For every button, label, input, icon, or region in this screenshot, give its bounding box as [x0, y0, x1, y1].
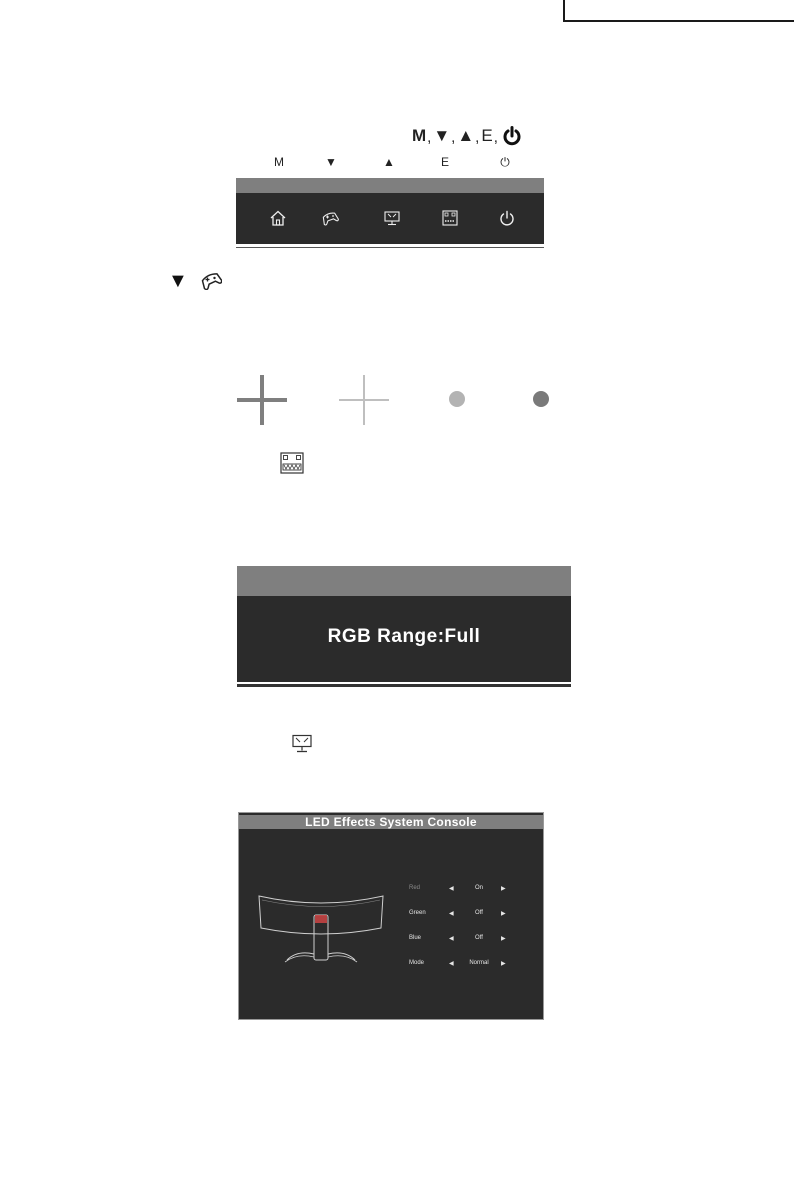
seq-up: ▲ — [457, 126, 475, 145]
key-label-down: ▼ — [325, 155, 337, 169]
led-effects-console — [238, 812, 544, 1020]
page-edge-mark — [563, 0, 565, 22]
page-edge-mark-h — [563, 20, 794, 22]
dot-dark-icon — [533, 391, 549, 407]
led-row-value: Off — [475, 935, 483, 941]
power-icon — [503, 126, 521, 146]
led-row-label: Green — [409, 910, 426, 916]
led-console-title: LED Effects System Console — [239, 815, 543, 829]
led-row-value: On — [474, 885, 483, 891]
right-arrow-icon[interactable]: ▶ — [501, 936, 506, 942]
rgb-range-header — [237, 566, 571, 596]
osd-bar-underline — [236, 247, 544, 248]
down-arrow-symbol: ▼ — [168, 270, 188, 292]
osd-button-bar — [236, 178, 544, 244]
gamepad-icon — [200, 270, 222, 290]
crosshair-light-icon — [339, 375, 389, 425]
led-row-red[interactable] — [409, 885, 519, 895]
rgb-range-icon[interactable] — [441, 209, 459, 227]
curved-monitor-illustration — [257, 888, 385, 968]
led-row-value: Off — [475, 910, 483, 916]
crosshair-dark-icon — [237, 375, 287, 425]
led-row-label: Red — [409, 885, 421, 891]
left-arrow-icon[interactable]: ◀ — [449, 911, 454, 917]
led-row-label: Mode — [409, 960, 425, 966]
led-row-value: Normal — [469, 960, 489, 966]
led-row-label: Blue — [409, 935, 422, 941]
led-row-blue[interactable] — [409, 935, 519, 945]
key-label-e: E — [440, 155, 449, 169]
right-arrow-icon[interactable]: ▶ — [501, 961, 506, 967]
rgb-range-icon — [280, 452, 304, 474]
right-arrow-icon[interactable]: ▶ — [501, 911, 506, 917]
rgb-range-text: RGB Range:Full — [327, 626, 481, 647]
dot-light-icon — [449, 391, 465, 407]
osd-bar-header — [236, 178, 544, 193]
seq-e: E — [481, 126, 493, 145]
power-icon[interactable] — [498, 209, 516, 227]
led-row-mode[interactable] — [409, 960, 519, 970]
monitor-led-icon[interactable] — [383, 209, 401, 227]
gamepad-icon[interactable] — [321, 209, 339, 227]
home-icon[interactable] — [269, 209, 287, 227]
key-label-up: ▲ — [383, 155, 395, 169]
monitor-led-icon — [291, 734, 313, 754]
button-sequence: M , ▼ , ▲ , E , — [412, 120, 521, 146]
rgb-range-osd — [237, 566, 571, 682]
right-arrow-icon[interactable]: ▶ — [501, 886, 506, 892]
rgb-range-underline — [237, 684, 571, 687]
left-arrow-icon[interactable]: ◀ — [449, 936, 454, 942]
left-arrow-icon[interactable]: ◀ — [449, 961, 454, 967]
key-label-m: M — [274, 155, 284, 169]
left-arrow-icon[interactable]: ◀ — [449, 886, 454, 892]
led-row-green[interactable] — [409, 910, 519, 920]
seq-down: ▼ — [433, 126, 451, 145]
seq-m: M — [412, 126, 427, 145]
key-label-power: ⏻ — [500, 155, 510, 169]
